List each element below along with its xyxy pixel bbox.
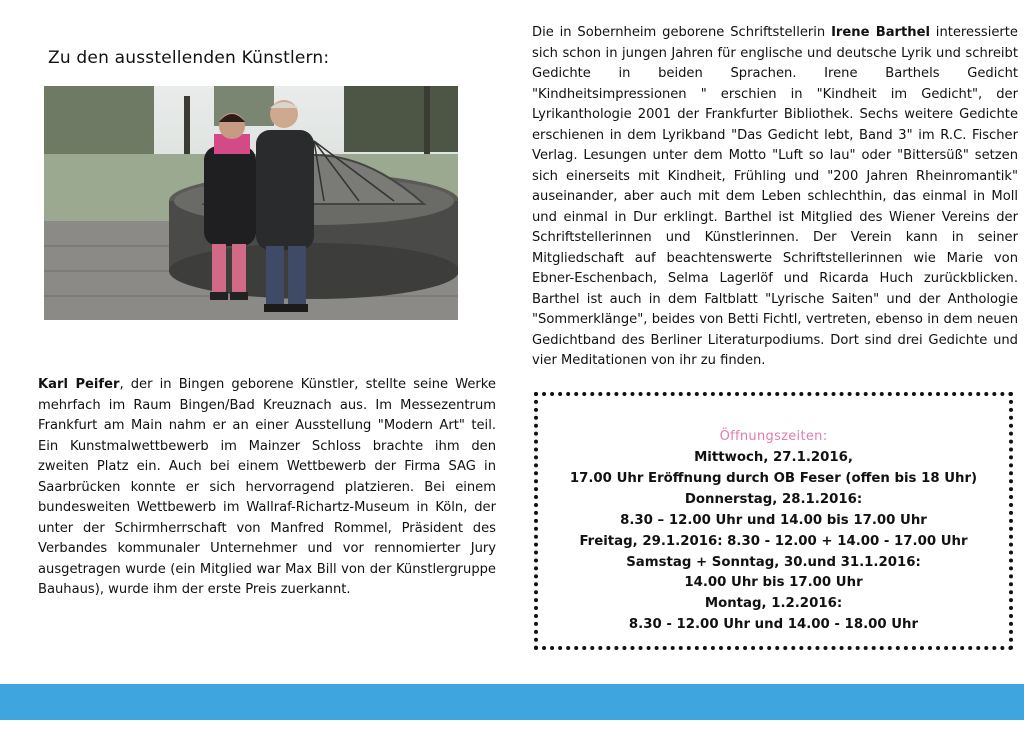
hours-line: 17.00 Uhr Eröffnung durch OB Feser (offen bis 18 Uhr)	[569, 470, 978, 486]
hours-line: 8.30 - 12.00 Uhr und 14.00 - 18.00 Uhr	[628, 617, 919, 633]
hours-line: Montag, 1.2.2016:	[704, 596, 843, 612]
peifer-text: , der in Bingen geborene Künstler, stellte seine Werke mehrfach im Raum Bingen/Bad Kreuznach aus. Im Messezentrum Frankfurt am Main nahm er an einer Ausstellung "Modern Art" teil. Ein Kunstmalwettbewerb im Mainzer Schloss brachte ihm den zweiten Platz ein. Auch bei einem Wettbewerb der Firma SAG in Saarbrücken konnte er sich hervorragend platzieren. Bei einem bundesweiten Wettbewerb im Wallraf-Richartz-Museum in Köln, der unter der Schirmherrschaft von Manfred Rommel, Präsident des Verbandes kommunaler Unternehmer und vor rennomierter Jury ausgetragen wurde (ein Mitglied war Max Bill von der Künstlergruppe Bauhaus), wurde ihm der erste Preis zuerkannt.	[38, 377, 496, 597]
hours-line: Mittwoch, 27.1.2016,	[694, 450, 853, 465]
hours-line: Samstag + Sonntag, 30.und 31.1.2016:	[626, 554, 921, 570]
hours-line: 14.00 Uhr bis 17.00 Uhr	[684, 575, 863, 591]
section-heading: Zu den ausstellenden Künstlern:	[48, 48, 330, 68]
artist-name-peifer: Karl Peifer	[38, 377, 120, 392]
artist-photo	[44, 86, 458, 320]
hours-line: Freitag, 29.1.2016: 8.30 - 12.00 + 14.00 - 17.00 Uhr	[579, 533, 968, 549]
opening-hours-box	[534, 392, 1013, 650]
peifer-paragraph	[38, 375, 496, 601]
artist-name-barthel: Irene Barthel	[831, 25, 930, 40]
barthel-text-intro: Die in Sobernheim geborene Schriftstellerin	[532, 25, 832, 40]
opening-hours-list	[538, 448, 1009, 636]
hours-line: Donnerstag, 28.1.2016:	[684, 491, 863, 507]
barthel-paragraph	[532, 23, 1018, 372]
hours-line: 8.30 – 12.00 Uhr und 14.00 bis 17.00 Uhr	[620, 512, 927, 528]
footer-band	[0, 684, 1024, 720]
opening-hours-title: Öffnungszeiten:	[719, 429, 828, 444]
footer-margin	[0, 720, 1024, 734]
barthel-text: interessierte sich schon in jungen Jahren für englische und deutsche Lyrik und schreibt Gedichte in beiden Sprachen. Irene Barthels Gedicht "Kindheitsimpressionen " erschien in "Kindheit im Gedicht", der Lyrikanthologie 2001 der Frankfurter Bibliothek. Sechs weitere Gedichte erschienen in dem Lyrikband "Das Gedicht lebt, Band 3" im R.C. Fischer Verlag. Lesungen unter dem Motto "Luft so lau" oder "Bittersüß" setzen sich einerseits mit Kindheit, Frühling und "200 Jahren Rheinromantik" auseinander, aber auch mit dem Leben schlechthin, das einmal in Moll und einmal in Dur erklingt. Barthel ist Mitglied des Wiener Vereins der Schriftstellerinnen und Künstlerinnen. Der Verein kann in seiner Mitgliedschaft auf beachtenswerte Schriftstellerinnen wie Marie von Ebner-Eschenbach, Selma Lagerlöf und Ricarda Huch zurückblicken. Barthel ist auch in dem Faltblatt "Lyrische Saiten" und der Anthologie "Sommerklänge", beides von Betti Fichtl, vertreten, ebenso in dem neuen Gedichtband des Berliner Literaturpodiums. Dort sind drei Gedichte und vier Meditationen von ihr zu finden.	[532, 25, 1018, 368]
